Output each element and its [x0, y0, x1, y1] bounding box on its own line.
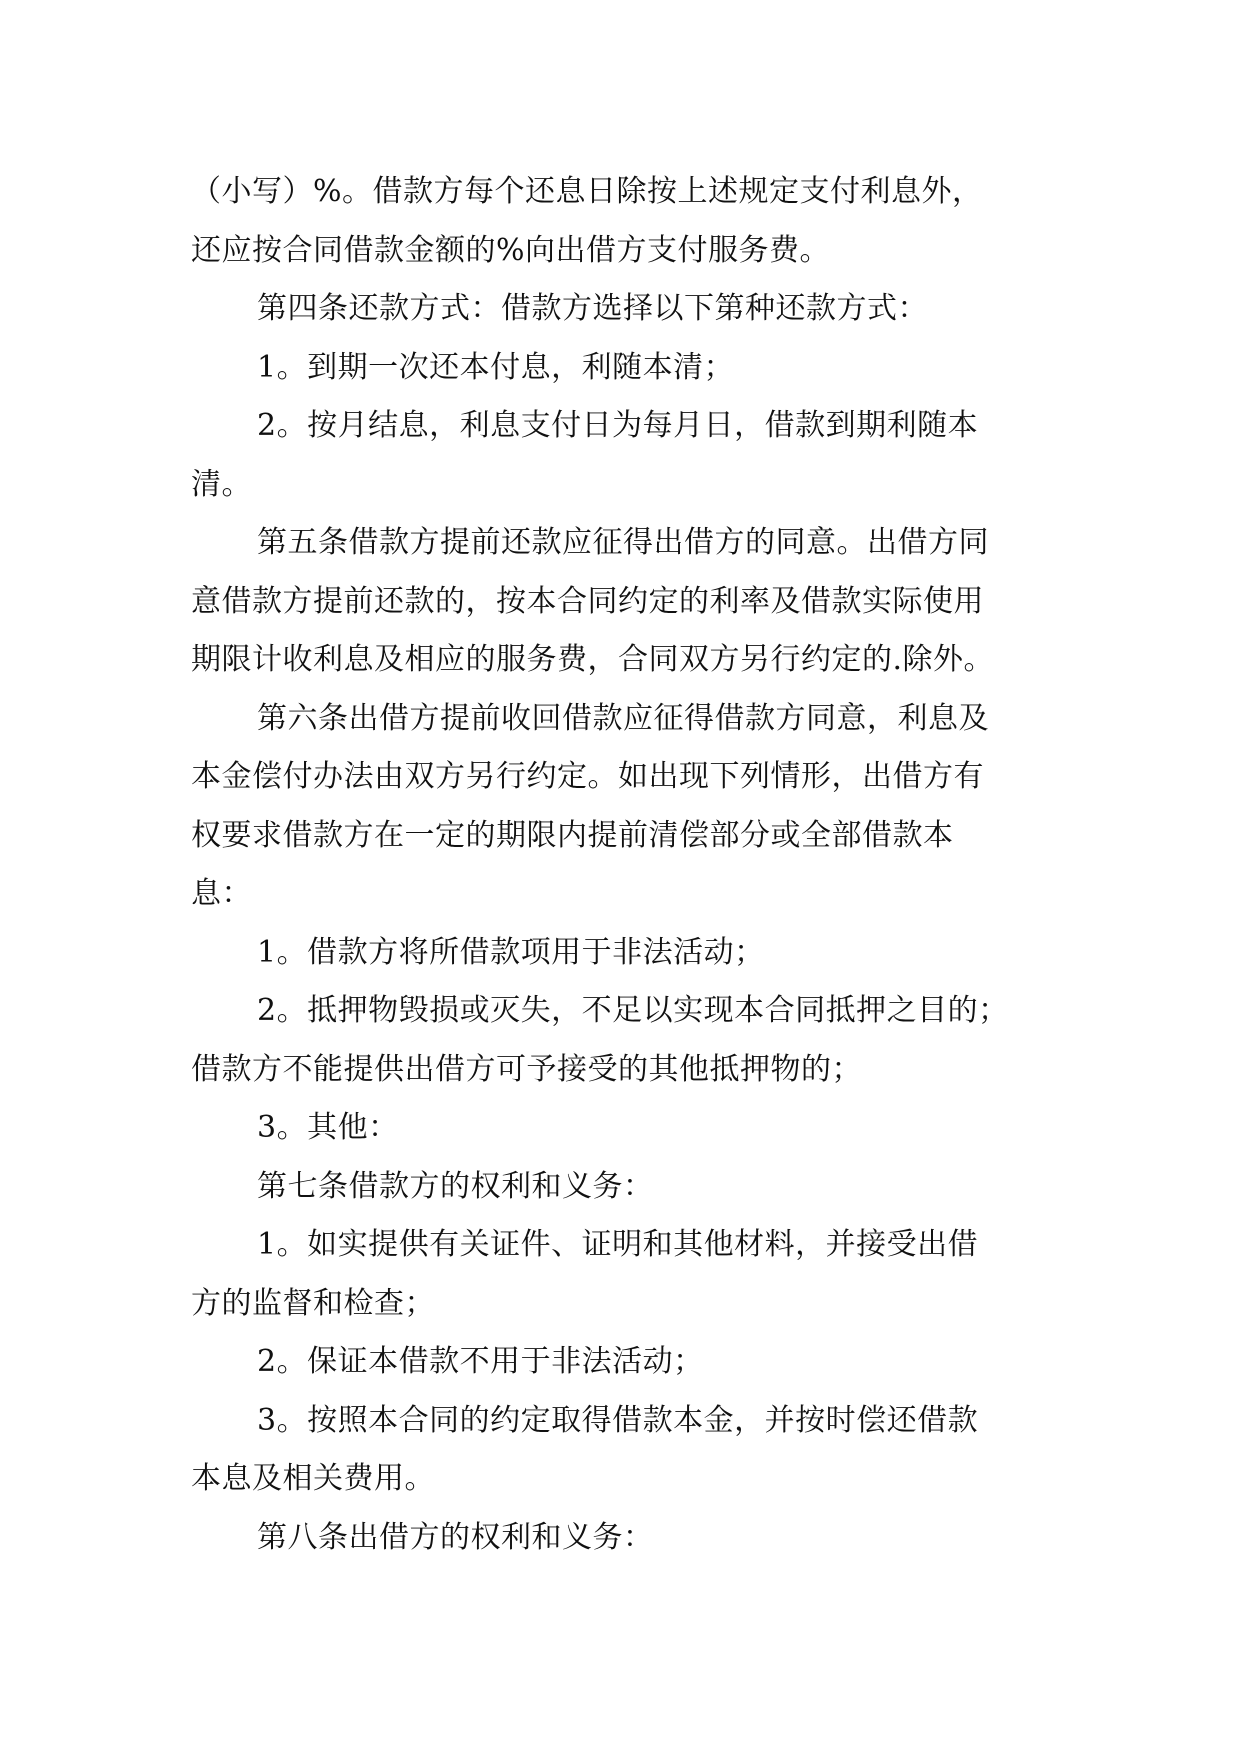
text-line-9: 期限计收利息及相应的服务费，合同双方另行约定的.除外。 — [191, 642, 995, 677]
text-line-20: 方的监督和检查； — [191, 1285, 435, 1321]
text-line-7: 第五条借款方提前还款应征得出借方的同意。出借方同 — [257, 525, 989, 560]
text-line-23: 本息及相关费用。 — [191, 1461, 435, 1496]
text-line-10: 第六条出借方提前收回借款应征得借款方同意，利息及 — [257, 700, 989, 736]
text-line-12: 权要求借款方在一定的期限内提前清偿部分或全部借款本 — [191, 817, 954, 853]
text-line-6: 清。 — [191, 466, 252, 502]
text-line-21: 2。保证本借款不用于非法活动； — [257, 1344, 704, 1379]
text-line-13: 息： — [191, 876, 252, 911]
text-line-17: 3。其他： — [257, 1110, 399, 1145]
text-line-14: 1。借款方将所借款项用于非法活动； — [257, 934, 765, 970]
text-line-24: 第八条出借方的权利和义务： — [257, 1519, 654, 1555]
text-line-15: 2。抵押物毁损或灭失，不足以实现本合同抵押之目的； — [257, 993, 1009, 1028]
text-line-1: （小写）%。借款方每个还息日除按上述规定支付利息外， — [191, 174, 983, 209]
text-line-8: 意借款方提前还款的，按本合同约定的利率及借款实际使用 — [191, 583, 984, 619]
text-line-5: 2。按月结息，利息支付日为每月日，借款到期利随本 — [257, 408, 979, 443]
text-line-3: 第四条还款方式：借款方选择以下第种还款方式： — [257, 291, 928, 326]
text-line-22: 3。按照本合同的约定取得借款本金，并按时偿还借款 — [257, 1402, 979, 1438]
document-body — [191, 163, 1071, 1567]
text-line-19: 1。如实提供有关证件、证明和其他材料，并接受出借 — [257, 1227, 979, 1262]
text-line-2: 还应按合同借款金额的%向出借方支付服务费。 — [191, 232, 831, 268]
text-line-16: 借款方不能提供出借方可予接受的其他抵押物的； — [191, 1051, 862, 1087]
text-line-11: 本金偿付办法由双方另行约定。如出现下列情形，出借方有 — [191, 759, 984, 794]
text-line-18: 第七条借款方的权利和义务： — [257, 1168, 654, 1204]
text-line-4: 1。到期一次还本付息，利随本清； — [257, 349, 735, 385]
